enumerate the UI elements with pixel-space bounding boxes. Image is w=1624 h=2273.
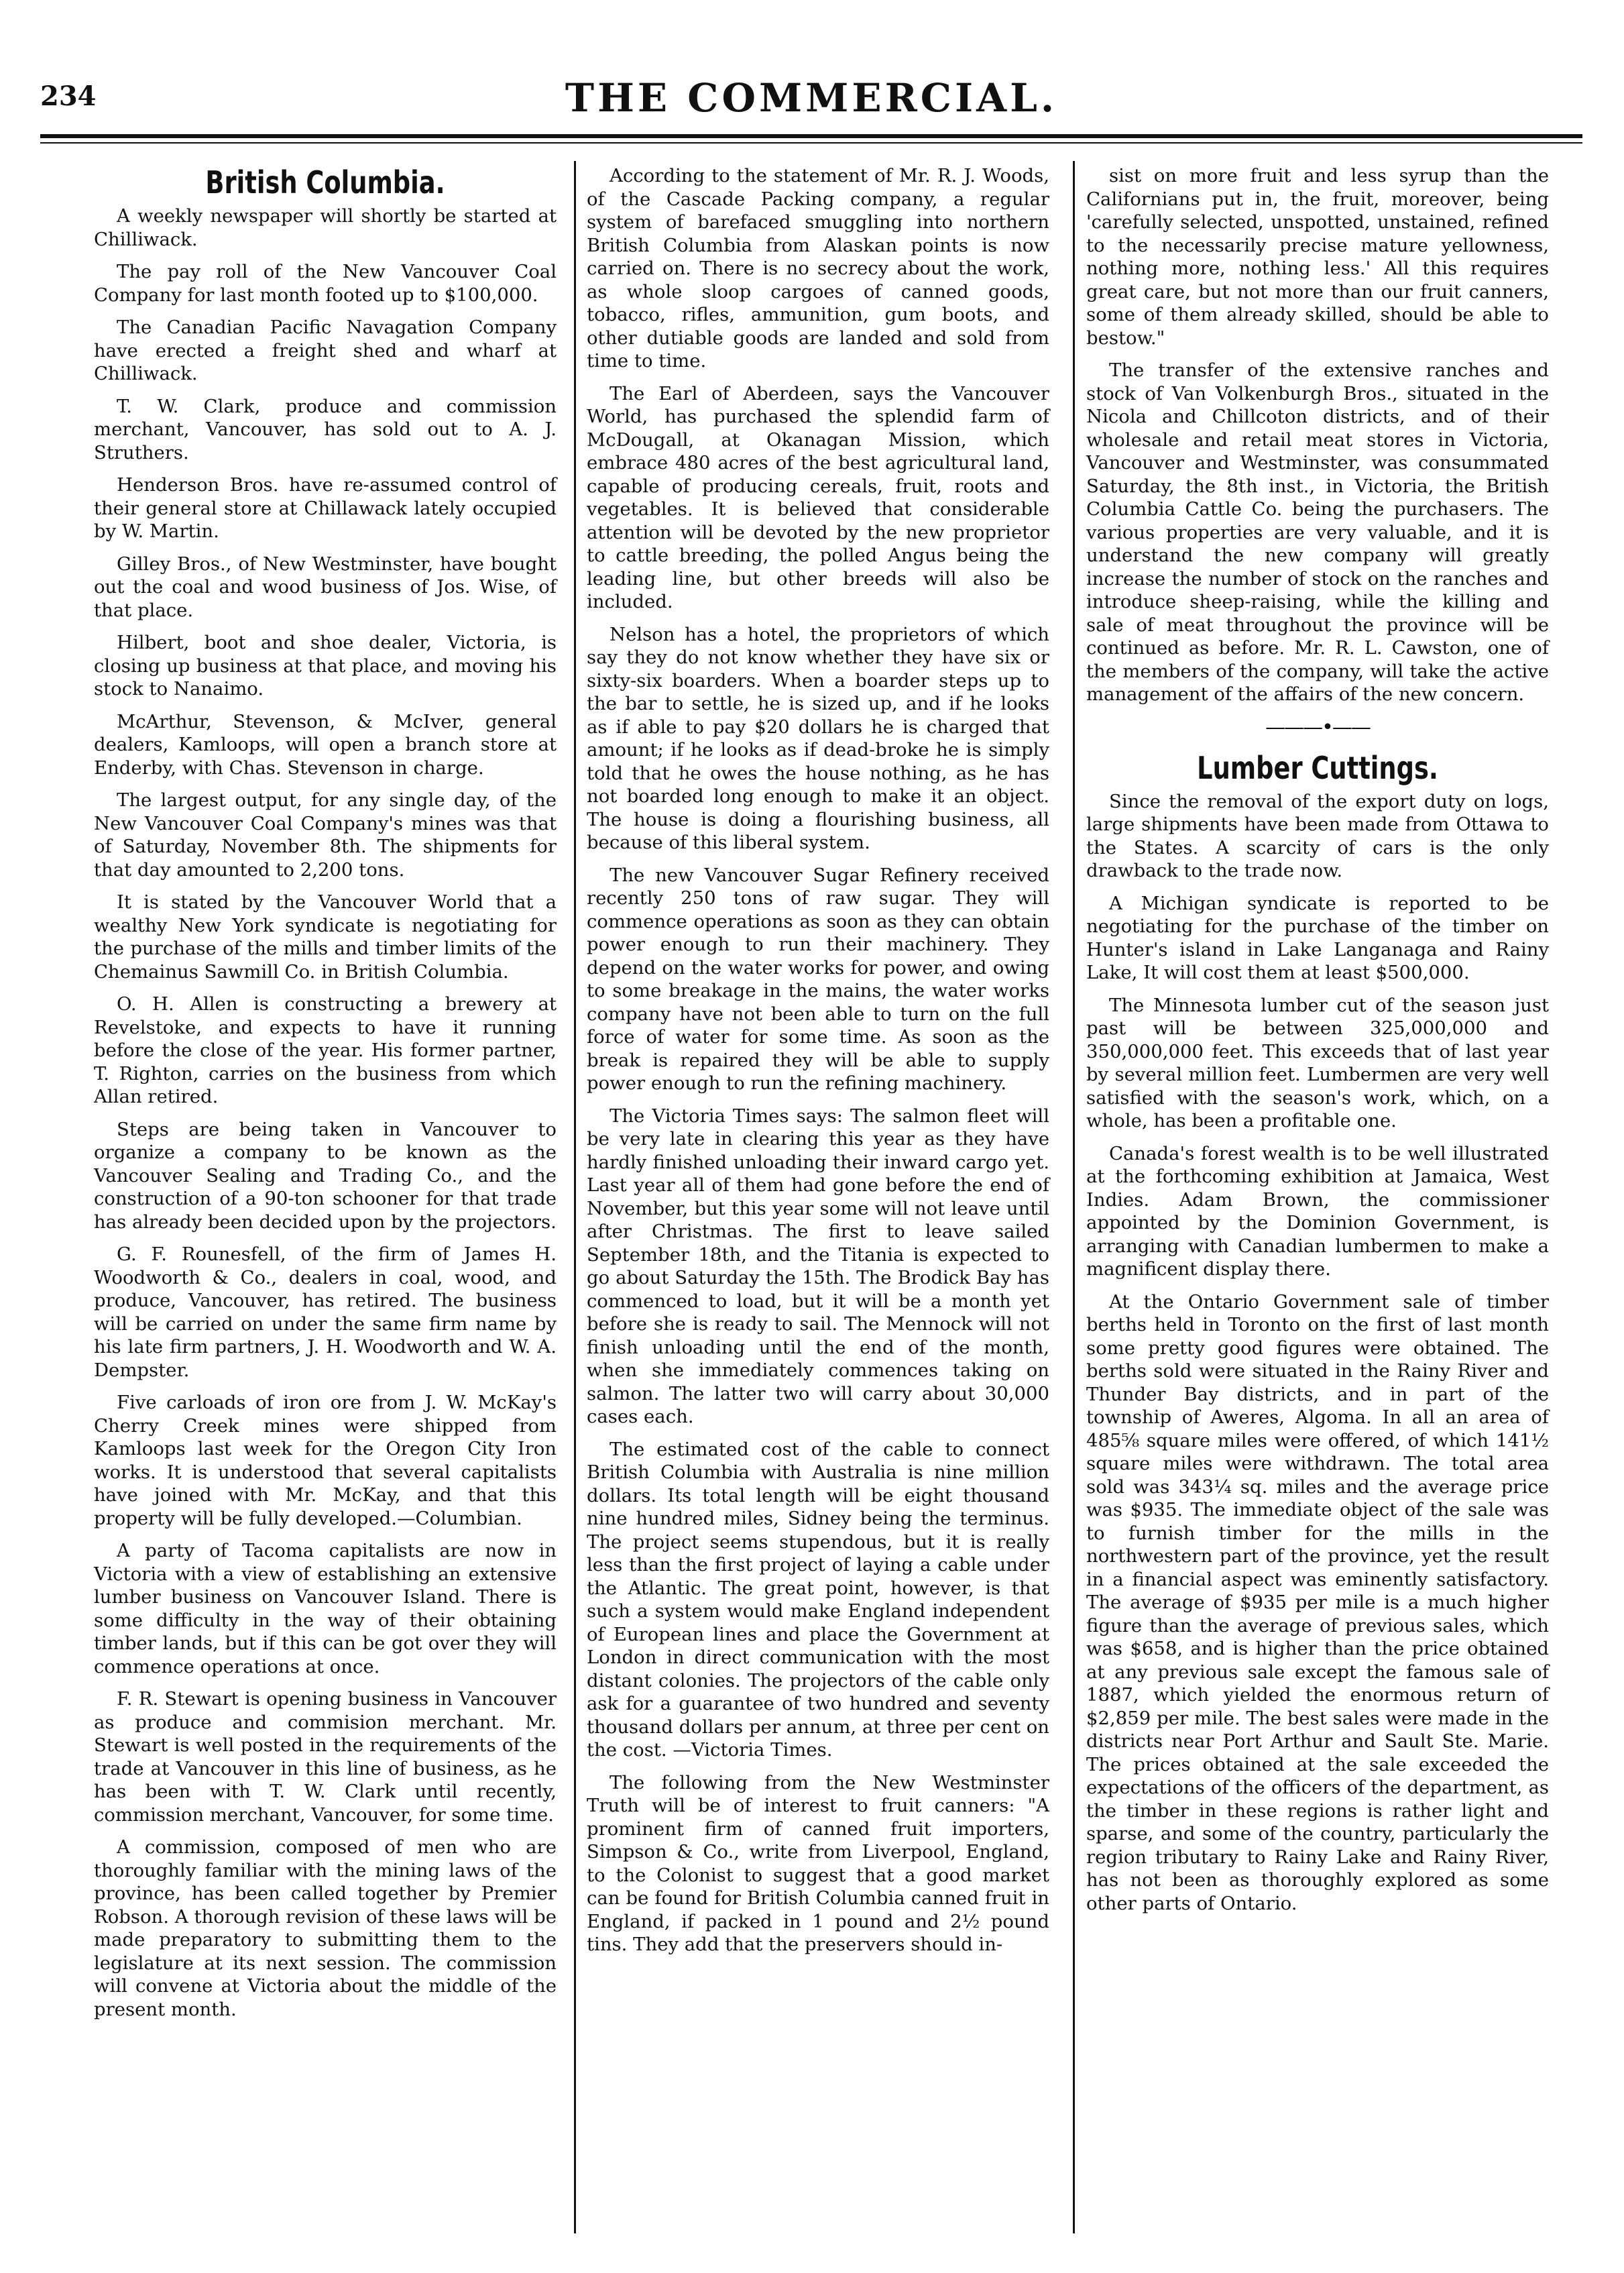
article-paragraph: Hilbert, boot and shoe dealer, Victoria, is closing up business at that place, and moving his stock to Nanaimo.: [94, 632, 557, 700]
article-paragraph: A Michigan syndicate is reported to be negotiating for the purchase of the timber on Hunter's island in Lake Langanaga and Rainy Lake, It will cost them at least $500,000.: [1086, 892, 1549, 983]
article-paragraph: It is stated by the Vancouver World that a wealthy New York syndicate is negotiating for the purchase of the mills and timber limits of the Chemainus Sawmill Co. in British Columbia.: [94, 891, 557, 983]
article-paragraph: A weekly newspaper will shortly be started at Chilliwack.: [94, 205, 557, 250]
article-paragraph: McArthur, Stevenson, & McIver, general dealers, Kamloops, will open a branch store at Enderby, with Chas. Stevenson in charge.: [94, 710, 557, 779]
masthead: [40, 75, 1582, 148]
article-paragraph: Five carloads of iron ore from J. W. McKay's Cherry Creek mines were shipped from Kamloops last week for the Oregon City Iron works. It is understood that several capitalists have joined with Mr. McKay, and that this property will be fully developed.—Columbian.: [94, 1392, 557, 1529]
article-paragraph: The largest output, for any single day, of the New Vancouver Coal Company's mines was that of Saturday, November 8th. The shipments for that day amounted to 2,200 tons.: [94, 789, 557, 881]
header-rule-thick: [40, 134, 1582, 138]
column-divider: [1073, 161, 1075, 2233]
article-paragraph: The Victoria Times says: The salmon fleet will be very late in clearing this year as they have hardly finished unloading their inward cargo yet. Last year all of them had gone before the end of November, but this year some will not leave until after Christmas. The first to leave sailed September 18th, and the Titania is expected to go about Saturday the 15th. The Brodick Bay has commenced to load, but it will be a month yet before she is ready to sail. The Mennock will not finish unloading until the end of the month, when she immediately commences taking on salmon. The latter two will carry about 30,000 cases each.: [587, 1105, 1049, 1427]
header-rule-thin: [40, 142, 1582, 144]
section-heading: Lumber Cuttings.: [1197, 749, 1438, 786]
article-paragraph: O. H. Allen is constructing a brewery at Revelstoke, and expects to have it running before the close of the year. His former partner, T. Righton, carries on the business from which Allan retired.: [94, 993, 557, 1107]
article-paragraph: The transfer of the extensive ranches and stock of Van Volkenburgh Bros., situated in the Nicola and Chillcoton districts, and of their wholesale and retail meat stores in Victoria, Vancouver and Westminster, was consummated Saturday, the 8th inst., in Victoria, the British Columbia Cattle Co. being the purchasers. The various properties are very valuable, and it is understand the new company will greatly increase the number of stock on the ranches and introduce sheep-raising, while the killing and sale of meat throughout the province will be continued as before. Mr. R. L. Cawston, one of the members of the company, will take the active management of the affairs of the new concern.: [1086, 359, 1549, 705]
article-paragraph: The Minnesota lumber cut of the season just past will be between 325,000,000 and 350,000,000 feet. This exceeds that of last year by several million feet. Lumbermen are very well satisfied with the season's work, which, on a whole, has been a profitable one.: [1086, 994, 1549, 1131]
article-paragraph: Nelson has a hotel, the proprietors of which say they do not know whether they have six or sixty-six boarders. When a boarder steps up to the bar to settle, he is sized up, and if he looks as if able to pay $20 dollars he is charged that amount; if he looks as if dead-broke he is simply told that he owes the house nothing, as he has not boarded long enough to make it an object. The house is doing a flourishing business, all because of this liberal system.: [587, 623, 1049, 853]
article-paragraph: The following from the New Westminster Truth will be of interest to fruit canners: "A prominent firm of canned fruit importers, Simpson & Co., write from Liverpool, England, to the Colonist to suggest that a good market can be found for British Columbia canned fruit in England, if packed in 1 pound and 2½ pound tins. They add that the preservers should in-: [587, 1771, 1049, 1955]
article-paragraph: Since the removal of the export duty on logs, large shipments have been made from Ottawa to the States. A scarcity of cars is the only drawback to the trade now.: [1086, 790, 1549, 881]
article-paragraph: A commission, composed of men who are thoroughly familiar with the mining laws of the province, has been called together by Premier Robson. A thorough revision of these laws will be made preparatory to submitting them to the legislature at its next session. The commission will convene at Victoria about the middle of the present month.: [94, 1836, 557, 2020]
article-paragraph: F. R. Stewart is opening business in Vancouver as produce and commision merchant. Mr. Stewart is well posted in the requirements of the trade at Vancouver in this line of business, as he has been with T. W. Clark until recently, commission merchant, Vancouver, for some time.: [94, 1688, 557, 1826]
article-paragraph: G. F. Rounesfell, of the firm of James H. Woodworth & Co., dealers in coal, wood, and produce, Vancouver, has retired. The business will be carried on under the same firm name by his late firm partners, J. H. Woodworth and W. A. Dempster.: [94, 1243, 557, 1381]
article-paragraph: Gilley Bros., of New Westminster, have bought out the coal and wood business of Jos. Wise, of that place.: [94, 553, 557, 621]
article-paragraph: sist on more fruit and less syrup than the Californians put in, the fruit, moreover, being 'carefully selected, unspotted, unstained, refined to the necessarily precise mature yellowness, nothing more, nothing less.' All this requires great care, but not more than our fruit canners, some of them already skilled, should be able to bestow.": [1086, 165, 1549, 349]
section-heading: British Columbia.: [205, 164, 445, 201]
article-paragraph: Steps are being taken in Vancouver to organize a company to be known as the Vancouver Sealing and Trading Co., and the construction of a 90-ton schooner for that trade has already been decided upon by the projectors.: [94, 1118, 557, 1233]
article-paragraph: At the Ontario Government sale of timber berths held in Toronto on the first of last month some pretty good figures were obtained. The berths sold were situated in the Rainy River and Thunder Bay districts, and in part of the township of Aweres, Algoma. In all an area of 485⅝ square miles were offered, of which 141½ square miles were withdrawn. The total area sold was 343¼ sq. miles and the average price was $935. The immediate object of the sale was to furnish timber for the mills in the northwestern part of the province, yet the result in a financial aspect was eminently satisfactory. The average of $935 per mile is a much higher figure than the average of previous sales, which was $658, and is higher than the price obtained at any previous sale except the famous sale of 1887, which yielded the enormous return of $2,859 per mile. The best sales were made in the districts near Port Arthur and Sault Ste. Marie. The prices obtained at the sale exceeded the expectations of the officers of the department, as the timber in these regions is rather light and sparse, and some of the country, particularly the region tributary to Rainy Lake and Rainy River, has not been as thoroughly explored as some other parts of Ontario.: [1086, 1290, 1549, 1914]
page-number: 234: [40, 80, 97, 112]
article-paragraph: The estimated cost of the cable to connect British Columbia with Australia is nine million dollars. Its total length will be eight thousand nine hundred miles, Sidney being the terminus. The project seems stupendous, but it is really less than the first project of laying a cable under the Atlantic. The great point, however, is that such a system would make England independent of European lines and place the Government at London in direct communication with the most distant colonies. The projectors of the cable only ask for a guarantee of two hundred and seventy thousand dollars per annum, at three per cent on the cost. —Victoria Times.: [587, 1438, 1049, 1761]
article-paragraph: A party of Tacoma capitalists are now in Victoria with a view of establishing an extensive lumber business on Vancouver Island. There is some difficulty in the way of their obtaining timber lands, but if this can be got over they will commence operations at once.: [94, 1540, 557, 1677]
article-paragraph: Canada's forest wealth is to be well illustrated at the forthcoming exhibition at Jamaica, West Indies. Adam Brown, the commissioner appointed by the Dominion Government, is arranging with Canadian lumbermen to make a magnificent display there.: [1086, 1142, 1549, 1280]
article-paragraph: The Earl of Aberdeen, says the Vancouver World, has purchased the splendid farm of McDougall, at Okanagan Mission, which embrace 480 acres of the best agricultural land, capable of producing cereals, fruit, roots and vegetables. It is believed that considerable attention will be devoted by the new proprietor to cattle breeding, the polled Angus being the leading line, but other breeds will also be included.: [587, 382, 1049, 612]
article-paragraph: The new Vancouver Sugar Refinery received recently 250 tons of raw sugar. They will commence operations as soon as they can obtain power enough to run their machinery. They depend on the water works for power, and owing to some breakage in the mains, the water works company have not been able to turn on the full force of water for some time. As soon as the break is repaired they will be able to supply power enough to run the refining machinery.: [587, 864, 1049, 1094]
column-1: [94, 164, 557, 2030]
article-paragraph: T. W. Clark, produce and commission merchant, Vancouver, has sold out to A. J. Struthers.: [94, 395, 557, 463]
column-3: [1086, 164, 1549, 1924]
journal-title: THE COMMERCIAL.: [565, 75, 1058, 121]
column-2: [587, 164, 1049, 1966]
article-paragraph: The Canadian Pacific Navagation Company have erected a freight shed and wharf at Chilliwack.: [94, 317, 557, 384]
article-paragraph: Henderson Bros. have re-assumed control of their general store at Chillawack lately occupied by W. Martin.: [94, 474, 557, 542]
column-divider: [574, 161, 576, 2233]
section-divider: [1086, 716, 1549, 739]
article-paragraph: According to the statement of Mr. R. J. Woods, of the Cascade Packing company, a regular system of barefaced smuggling into northern British Columbia from Alaskan points is now carried on. There is no secrecy about the work, as whole sloop cargoes of canned goods, tobacco, rifles, ammunition, gum boots, and other dutiable goods are landed and sold from time to time.: [587, 165, 1049, 372]
article-paragraph: The pay roll of the New Vancouver Coal Company for last month footed up to $100,000.: [94, 261, 557, 306]
